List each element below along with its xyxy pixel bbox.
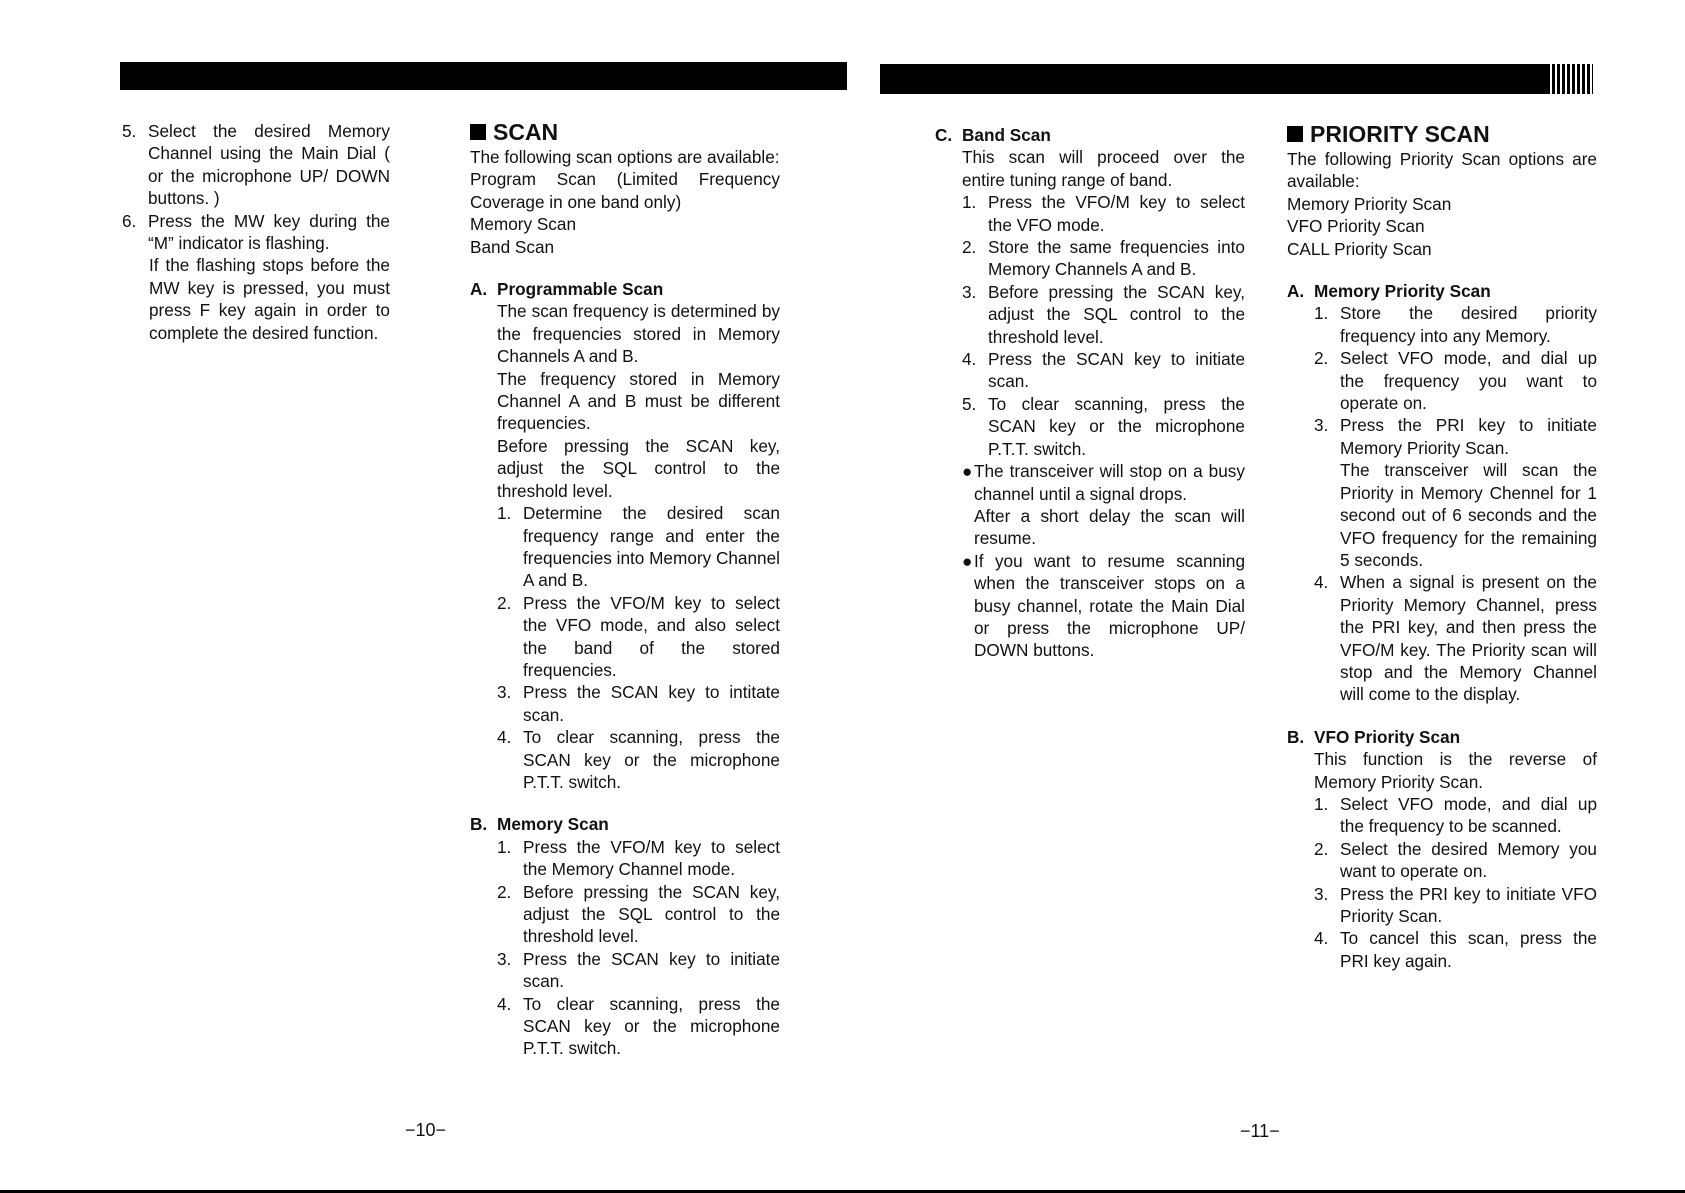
step-item <box>1314 414 1597 571</box>
step-text: When a signal is present on the Priority Memory Channel, press the PRI key, and then press the VFO/M key. The Priority scan will stop and the Memory Channel will come to the display. <box>1340 572 1597 705</box>
step-number: 1. <box>497 503 512 524</box>
option-item: Memory Scan <box>470 214 577 235</box>
option-item: CALL Priority Scan <box>1287 238 1432 259</box>
step-item <box>497 836 780 881</box>
step-number: 3. <box>1314 883 1329 904</box>
bullet-item <box>962 460 1245 550</box>
option-item: Band Scan <box>470 236 555 257</box>
header-stripes <box>1547 64 1593 94</box>
option-item: Program Scan (Limited Frequency Coverage in one band only) <box>470 169 780 212</box>
step-number: 1. <box>497 836 512 857</box>
step-text: To clear scanning, press the SCAN key or the microphone P.T.T. switch. <box>523 993 780 1059</box>
column-memory-steps <box>122 120 390 344</box>
section-heading-priority-scan <box>1287 120 1597 148</box>
step-number: 2. <box>962 237 977 258</box>
note-text: If the flashing stops before the MW key is pressed, you must press F key again in order to complete the desired function. <box>149 255 390 343</box>
step-text: Press the SCAN key to intitate scan. <box>523 682 780 725</box>
intro-text: The following scan options are available: <box>470 147 780 167</box>
step-number: 2. <box>1314 348 1329 369</box>
step-item <box>497 993 780 1060</box>
subsection-letter: A. <box>470 279 488 300</box>
column-priority-scan <box>1287 120 1597 972</box>
page-number-right: −11− <box>1240 1121 1280 1141</box>
step-number: 5. <box>962 393 977 414</box>
step-text: Press the PRI key to initiate Memory Priority Scan. <box>1340 415 1597 458</box>
step-text: Select VFO mode, and dial up the frequency to be scanned. <box>1340 793 1597 837</box>
step-text: Select VFO mode, and dial up the frequency you want to operate on. <box>1340 348 1597 414</box>
step-item <box>497 592 780 682</box>
paragraph: Before pressing the SCAN key, adjust the SQL control to the threshold level. <box>497 435 780 501</box>
step-text: Before pressing the SCAN key, adjust the SQL control to the threshold level. <box>523 881 780 947</box>
subsection-letter: B. <box>470 814 488 835</box>
subsection-title: Programmable Scan <box>497 279 664 300</box>
header-bar-right <box>880 64 1547 94</box>
heading-text: PRIORITY SCAN <box>1310 121 1490 147</box>
step-item <box>962 348 1245 393</box>
subsection-letter: B. <box>1287 726 1305 747</box>
step-number: 1. <box>1314 303 1329 324</box>
section-heading-scan <box>470 118 780 146</box>
subsection-heading <box>1287 280 1597 302</box>
step-text: Store the same frequencies into Memory Channels A and B. <box>988 237 1245 280</box>
step-item <box>962 281 1245 348</box>
bullet-text: The transceiver will stop on a busy channel until a signal drops. <box>974 461 1245 504</box>
square-bullet-icon <box>470 124 486 140</box>
paragraph: This function is the reverse of Memory Priority Scan. <box>1314 749 1597 792</box>
step-text: To clear scanning, press the SCAN key or the microphone P.T.T. switch. <box>523 727 780 792</box>
step-item <box>497 881 780 948</box>
intro-text: The following Priority Scan options are available: <box>1287 149 1597 192</box>
step-text: Press the VFO/M key to select the Memory Channel mode. <box>523 836 780 880</box>
list-item <box>122 120 390 210</box>
header-bar-left <box>120 62 847 90</box>
step-text: Select the desired Memory you want to operate on. <box>1340 838 1597 882</box>
subsection-letter: C. <box>935 125 953 145</box>
item-number: 6. <box>122 210 137 231</box>
list-item <box>122 210 390 255</box>
step-number: 1. <box>962 192 977 213</box>
step-number: 3. <box>1314 415 1329 436</box>
step-text: Press the VFO/M key to select the VFO mode. <box>988 192 1245 235</box>
step-item <box>962 191 1245 236</box>
step-item <box>1314 883 1597 928</box>
step-number: 4. <box>962 349 977 370</box>
step-item <box>497 726 780 793</box>
step-item <box>1314 347 1597 414</box>
step-number: 4. <box>1314 572 1329 593</box>
step-number: 2. <box>497 592 512 613</box>
paragraph: This scan will proceed over the entire tuning range of band. <box>962 147 1245 190</box>
step-text: Press the SCAN key to initiate scan. <box>988 349 1245 392</box>
step-number: 2. <box>1314 838 1329 859</box>
step-item <box>1314 571 1597 705</box>
subsection-title: VFO Priority Scan <box>1314 726 1461 747</box>
bullet-dot-icon: ● <box>962 550 973 571</box>
step-number: 4. <box>1314 928 1329 949</box>
option-item: VFO Priority Scan <box>1287 216 1425 237</box>
subsection-title: Memory Priority Scan <box>1314 281 1491 302</box>
subsection-heading <box>935 124 1245 146</box>
paragraph: The frequency stored in Memory Channel A and B must be different frequencies. <box>497 368 780 434</box>
bullet-dot-icon: ● <box>962 461 973 482</box>
step-text: Determine the desired scan frequency range and enter the frequencies into Memory Channel A and B. <box>523 503 780 591</box>
step-text: Store the desired priority frequency into any Memory. <box>1340 303 1597 346</box>
step-item <box>962 393 1245 460</box>
item-number: 5. <box>122 121 137 141</box>
step-item <box>1314 927 1597 972</box>
step-text: Press the SCAN key to initiate scan. <box>523 948 780 992</box>
item-text: Press the MW key during the “M” indicator is flashing. <box>148 210 390 254</box>
step-text: To clear scanning, press the SCAN key or the microphone P.T.T. switch. <box>988 393 1245 459</box>
step-item <box>962 236 1245 281</box>
step-number: 3. <box>497 948 512 969</box>
column-band-scan <box>935 124 1245 662</box>
subsection-heading <box>470 278 780 300</box>
step-number: 2. <box>497 881 512 902</box>
item-text: Select the desired Memory Channel using the Main Dial ( or the microphone UP/ DOWN buttons. ) <box>148 121 390 209</box>
subsection-title: Memory Scan <box>497 814 609 835</box>
step-text: Press the PRI key to initiate VFO Priority Scan. <box>1340 883 1597 926</box>
step-item <box>497 948 780 993</box>
step-item <box>1314 302 1597 347</box>
option-item: Memory Priority Scan <box>1287 193 1452 214</box>
bullet-text: If you want to resume scanning when the transceiver stops on a busy channel, rotate the Main Dial or press the microphone UP/ DOWN buttons. <box>974 550 1245 661</box>
step-number: 1. <box>1314 793 1329 814</box>
bullet-extra-text: After a short delay the scan will resume. <box>974 505 1245 549</box>
step-text: Before pressing the SCAN key, adjust the SQL control to the threshold level. <box>988 281 1245 347</box>
subsection-title: Band Scan <box>962 125 1051 145</box>
step-extra-text: The transceiver will scan the Priority in Memory Chennel for 1 second out of 6 seconds and the VFO frequency for the remaining 5 seconds. <box>1340 460 1597 570</box>
step-text: Press the VFO/M key to select the VFO mode, and also select the band of the stored frequencies. <box>523 592 780 680</box>
subsection-letter: A. <box>1287 281 1305 302</box>
subsection-heading <box>470 813 780 835</box>
heading-text: SCAN <box>493 119 559 145</box>
step-item <box>497 681 780 726</box>
paragraph: The scan frequency is determined by the frequencies stored in Memory Channels A and B. <box>497 301 780 367</box>
step-item <box>497 502 780 592</box>
step-text: To cancel this scan, press the PRI key again. <box>1340 928 1597 971</box>
step-item <box>1314 838 1597 883</box>
bullet-item <box>962 550 1245 662</box>
step-number: 3. <box>497 682 512 703</box>
step-number: 4. <box>497 727 512 748</box>
step-item <box>1314 793 1597 838</box>
step-number: 3. <box>962 281 977 302</box>
subsection-heading <box>1287 726 1597 748</box>
page-number-left: −10− <box>405 1120 447 1140</box>
step-number: 4. <box>497 993 512 1014</box>
column-scan <box>470 118 780 1060</box>
square-bullet-icon <box>1287 126 1303 142</box>
